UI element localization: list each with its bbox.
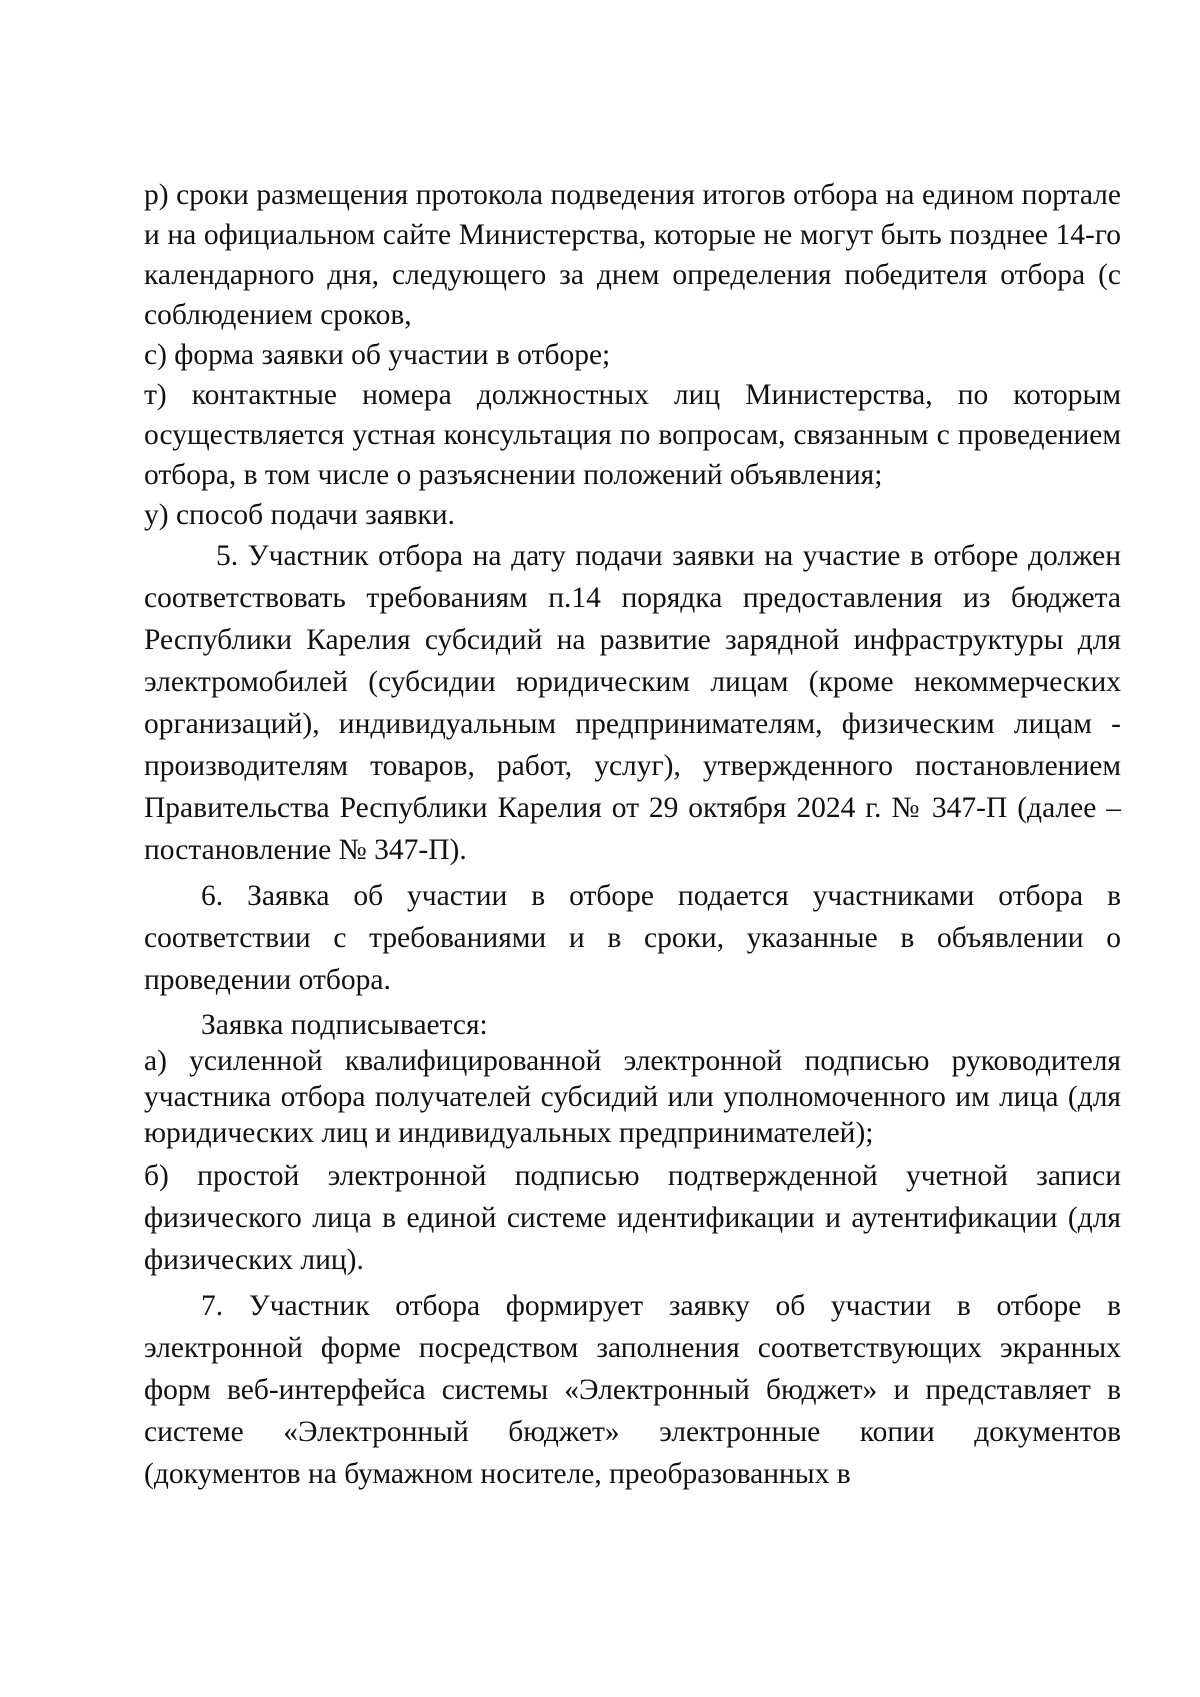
paragraph-s: с) форма заявки об участии в отборе; (144, 339, 611, 371)
paragraph-signed-by: Заявка подписывается: (201, 1009, 488, 1041)
document-page (144, 175, 1121, 1495)
paragraph-u: у) способ подачи заявки. (144, 499, 455, 531)
paragraph-b: б) простой электронной подписью подтвержденной учетной записи физического лица в единой системе идентификации и аутентификации (для физических лиц). (144, 1160, 1121, 1276)
paragraph-6: 6. Заявка об участии в отборе подается участниками отбора в соответствии с требованиями и в сроки, указанные в объявлении о проведении отбора. (144, 880, 1121, 996)
paragraph-a: а) усиленной квалифицированной электронной подписью руководителя участника отбора получателей субсидий или уполномоченного им лица (для юридических лиц и индивидуальных предпринимателей); (144, 1045, 1121, 1149)
paragraph-7: 7. Участник отбора формирует заявку об участии в отборе в электронной форме посредством заполнения соответствующих экранных форм веб-интерфейса системы «Электронный бюджет» и представляет в системе «Электронный бюджет» электронные копии документов (документов на бумажном носителе, преобразованных в (144, 1290, 1121, 1490)
paragraph-5: 5. Участник отбора на дату подачи заявки на участие в отборе должен соответствовать требованиям п.14 порядка предоставления из бюджета Республики Карелия субсидий на развитие зарядной инфраструктуры для электромобилей (субсидии юридическим лицам (кроме некоммерческих организаций), индивидуальным предпринимателям, физическим лицам - производителям товаров, работ, услуг), утвержденного постановлением Правительства Республики Карелия от 29 октября 2024 г. № 347-П (далее – постановление № 347-П). (144, 540, 1121, 866)
paragraph-r: р) сроки размещения протокола подведения итогов отбора на едином портале и на официальном сайте Министерства, которые не могут быть позднее 14-го календарного дня, следующего за днем определения победителя отбора (с соблюдением сроков, (144, 179, 1121, 331)
paragraph-t: т) контактные номера должностных лиц Министерства, по которым осуществляется устная консультация по вопросам, связанным с проведением отбора, в том числе о разъяснении положений объявления; (144, 379, 1121, 491)
